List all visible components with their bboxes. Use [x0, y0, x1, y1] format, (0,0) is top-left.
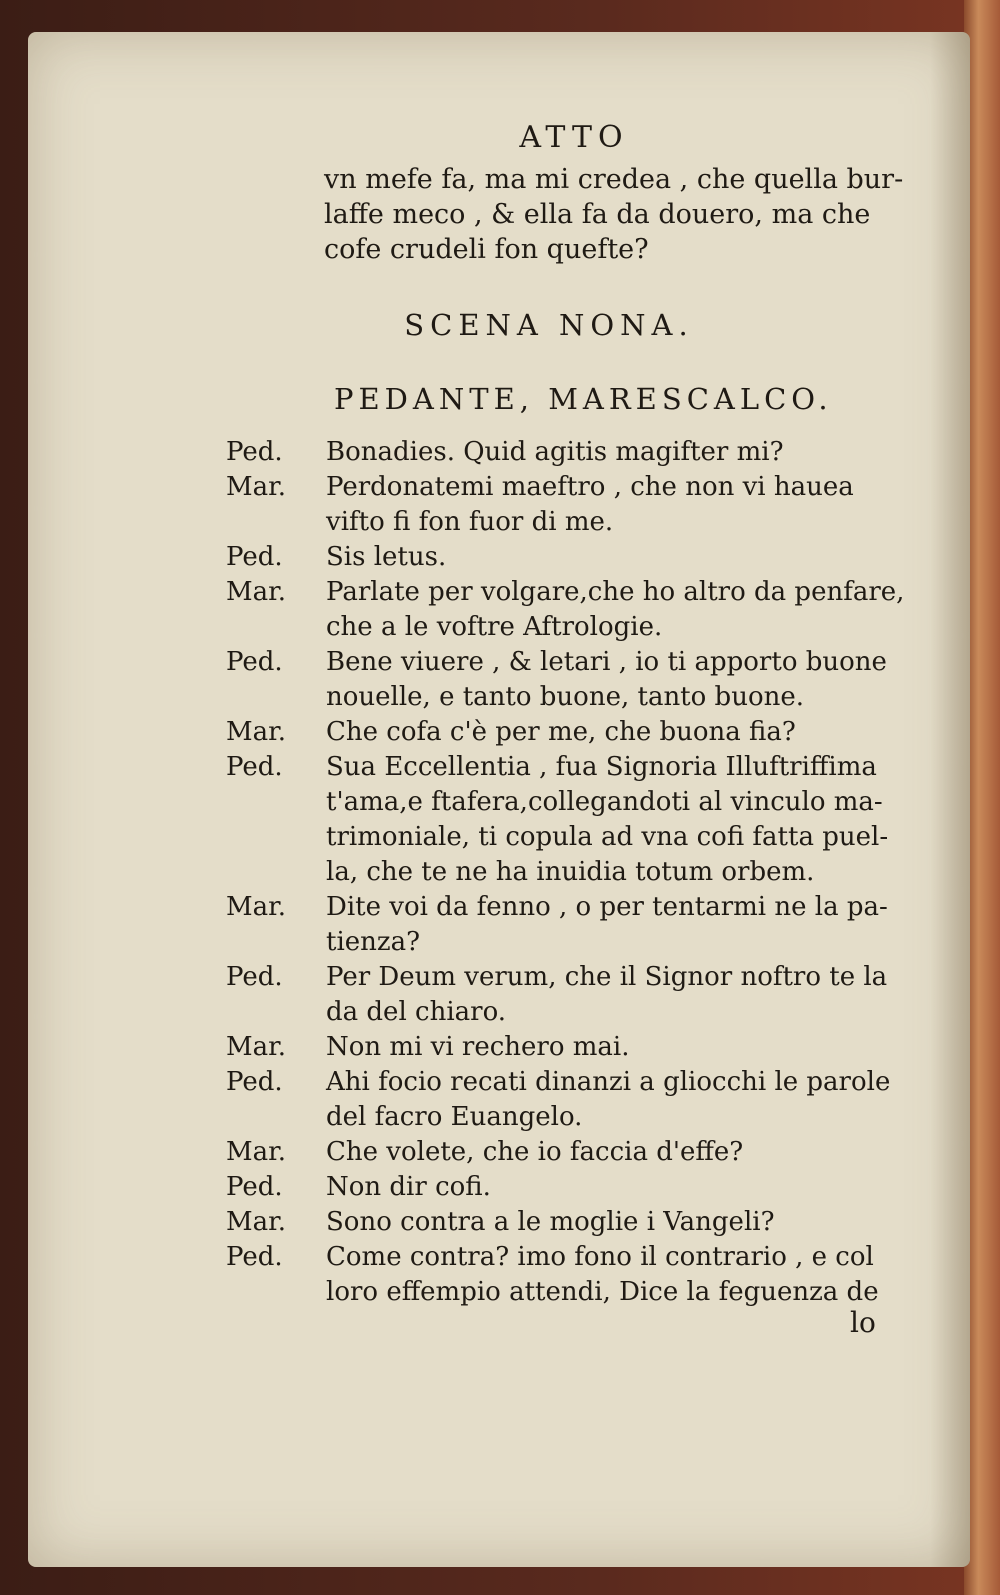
running-head: ATTO — [519, 120, 629, 155]
speech — [226, 1240, 906, 1310]
speech-lines — [326, 575, 906, 645]
speech — [226, 1170, 906, 1205]
speech-line: da del chiaro. — [326, 997, 507, 1027]
speaker-label: Mar. — [226, 1207, 286, 1237]
speech-line: Che cofa c'è per me, che buona fia? — [326, 717, 796, 747]
catchword: lo — [850, 1306, 876, 1339]
intro-line: vn mefe fa, ma mi credea , che quella bur- — [324, 164, 904, 195]
speech-lines — [326, 715, 906, 750]
speech-line: Bene viuere , & letari , io ti apporto buone — [326, 647, 887, 677]
speech-line: Parlate per volgare,che ho altro da penfare, — [326, 577, 905, 607]
speech-line: Sono contra a le moglie i Vangeli? — [326, 1207, 775, 1237]
speech-line: Per Deum verum, che il Signor noftro te la — [326, 962, 888, 992]
speech-line: Come contra? imo fono il contrario , e col — [326, 1242, 874, 1272]
speech-lines — [326, 540, 906, 575]
speaker-label: Mar. — [226, 717, 286, 747]
speech — [226, 1065, 906, 1135]
speaker-label: Ped. — [226, 1067, 283, 1097]
speaker-label: Mar. — [226, 472, 286, 502]
speech — [226, 435, 906, 470]
speaker-label: Ped. — [226, 647, 283, 677]
intro-line: laffe meco , & ella fa da douero, ma che — [324, 199, 871, 230]
speaker-label: Ped. — [226, 962, 283, 992]
speech-line: Bonadies. Quid agitis magifter mi? — [326, 437, 784, 467]
dialogue — [226, 435, 906, 1310]
intro-text — [324, 162, 904, 267]
speech-line: Perdonatemi maeftro , che non vi hauea — [326, 472, 854, 502]
speech-lines — [326, 750, 906, 890]
speaker-label: Mar. — [226, 892, 286, 922]
speech — [226, 575, 906, 645]
speech-line: Non mi vi rechero mai. — [326, 1032, 630, 1062]
speaker-label: Ped. — [226, 1242, 283, 1272]
speaker-label: Mar. — [226, 1137, 286, 1167]
speaker-label: Mar. — [226, 577, 286, 607]
speech-line: che a le voftre Aftrologie. — [326, 612, 663, 642]
speech-lines — [326, 1205, 906, 1240]
speech-line: Sis letus. — [326, 542, 447, 572]
speech-line: Che volete, che io faccia d'effe? — [326, 1137, 744, 1167]
speech-lines — [326, 435, 906, 470]
character-list: PEDANTE, MARESCALCO. — [334, 382, 833, 416]
speech-line: trimoniale, ti copula ad vna cofi fatta puel- — [326, 822, 889, 852]
speech-line: tienza? — [326, 927, 421, 957]
speaker-label: Ped. — [226, 542, 283, 572]
speech-line: loro effempio attendi, Dice la feguenza de — [326, 1277, 879, 1307]
speaker-label: Ped. — [226, 437, 283, 467]
speech-line: nouelle, e tanto buone, tanto buone. — [326, 682, 804, 712]
speech-lines — [326, 1170, 906, 1205]
speech — [226, 1030, 906, 1065]
speech-lines — [326, 1065, 906, 1135]
speaker-label: Mar. — [226, 1032, 286, 1062]
speaker-label: Ped. — [226, 752, 283, 782]
speech-line: Dite voi da fenno , o per tentarmi ne la pa- — [326, 892, 888, 922]
speech-lines — [326, 890, 906, 960]
speech-line: Sua Eccellentia , fua Signoria Illuftriffima — [326, 752, 877, 782]
speech-line: la, che te ne ha inuidia totum orbem. — [326, 857, 815, 887]
book-page — [28, 32, 970, 1567]
speech-lines — [326, 645, 906, 715]
speech-line: del facro Euangelo. — [326, 1102, 583, 1132]
intro-line: cofe crudeli fon quefte? — [324, 234, 649, 265]
speech — [226, 470, 906, 540]
speech — [226, 540, 906, 575]
speaker-label: Ped. — [226, 1172, 283, 1202]
speech — [226, 960, 906, 1030]
speech — [226, 1205, 906, 1240]
speech — [226, 715, 906, 750]
speech-line: Non dir cofi. — [326, 1172, 491, 1202]
speech — [226, 645, 906, 715]
speech-line: Ahi focio recati dinanzi a gliocchi le parole — [326, 1067, 891, 1097]
speech-line: vifto fi fon fuor di me. — [326, 507, 614, 537]
speech-lines — [326, 1240, 906, 1310]
speech — [226, 890, 906, 960]
scene-title: SCENA NONA. — [404, 308, 694, 342]
speech-lines — [326, 1030, 906, 1065]
speech-lines — [326, 960, 906, 1030]
speech — [226, 750, 906, 890]
speech-line: t'ama,e ftafera,collegandoti al vinculo ma- — [326, 787, 883, 817]
speech-lines — [326, 470, 906, 540]
speech — [226, 1135, 906, 1170]
speech-lines — [326, 1135, 906, 1170]
